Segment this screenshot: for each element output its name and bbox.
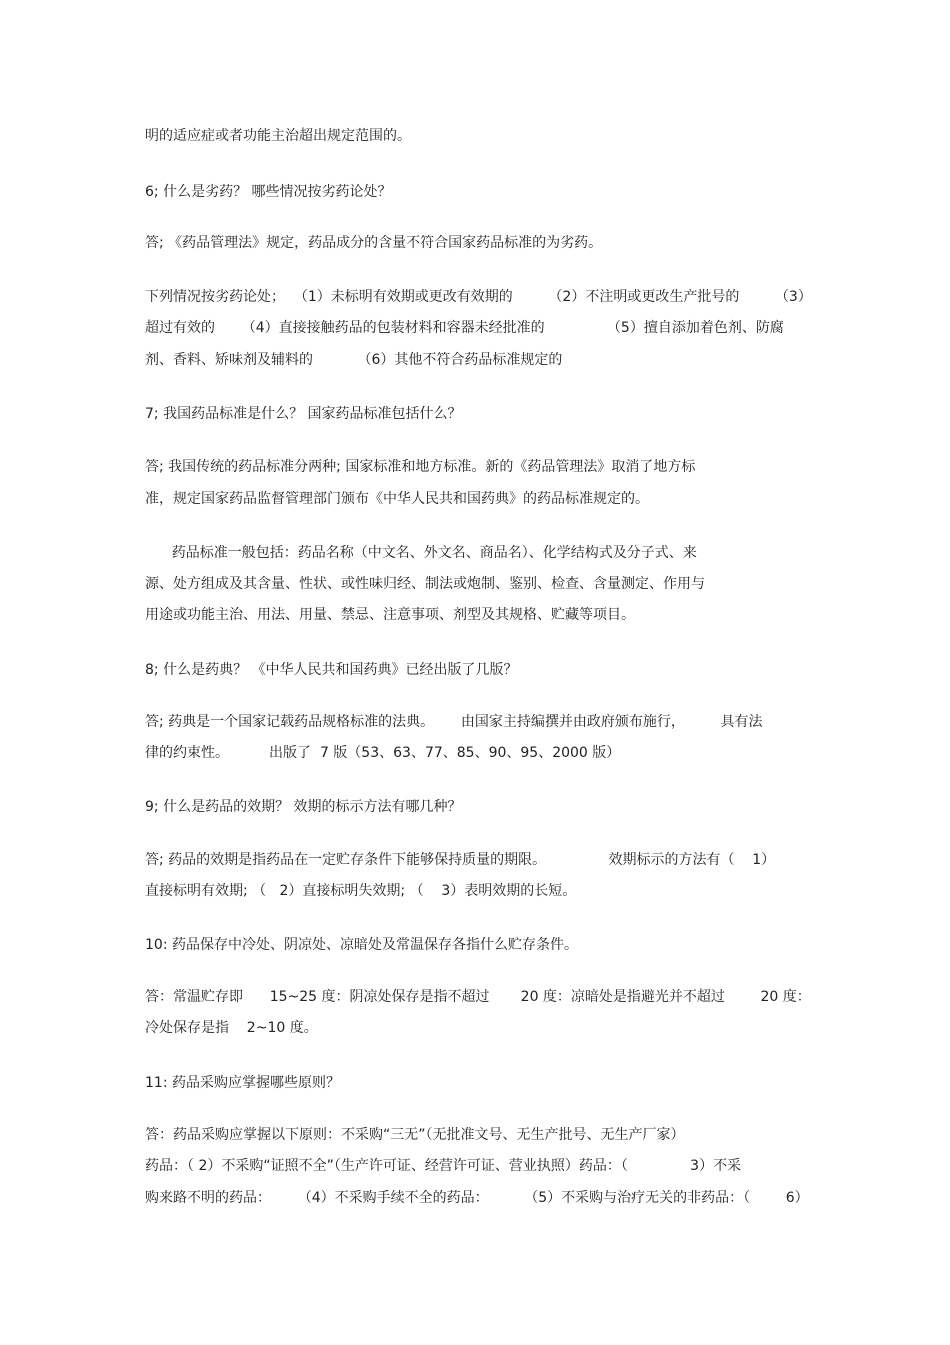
text-line: 药品标准一般包括：药品名称（中文名、外文名、商品名）、化学结构式及分子式、来 [145,545,697,561]
answer-line: 答：药品采购应掌握以下原则：不采购“三无”（无批准文号、无生产批号、无生产厂家） [145,1127,685,1143]
text-line: 超过有效的 （4）直接接触药品的包装材料和容器未经批准的 （5）擅自添加着色剂、防腐 [145,320,784,336]
text-line: 直接标明有效期; （ 2）直接标明失效期; （ 3）表明效期的长短。 [145,883,577,899]
answer-line: 答：常温贮存即 15~25 度：阴凉处保存是指不超过 20 度：凉暗处是指避光并不超过 20 度： [145,989,811,1005]
text-line: 购来路不明的药品： （4）不采购手续不全的药品： （5）不采购与治疗无关的非药品：（ 6） [145,1190,809,1206]
text-line: 下列情况按劣药论处； （1）未标明有效期或更改有效期的 （2）不注明或更改生产批号的 （3） [145,289,812,305]
text-line: 明的适应症或者功能主治超出规定范围的。 [145,128,411,144]
question-heading: 10: 药品保存中冷处、阴凉处、凉暗处及常温保存各指什么贮存条件。 [145,937,578,953]
question-heading: 11: 药品采购应掌握哪些原则？ [145,1075,340,1091]
text-line: 剂、香料、矫味剂及辅料的 （6）其他不符合药品标准规定的 [145,352,563,368]
text-line: 冷处保存是指 2~10 度。 [145,1020,318,1036]
question-heading: 8; 什么是药典？ 《中华人民共和国药典》已经出版了几版？ [145,662,518,678]
answer-line: 答; 我国传统的药品标准分两种; 国家标准和地方标准。新的《药品管理法》取消了地方标 [145,459,696,475]
text-line: 用途或功能主治、用法、用量、禁忌、注意事项、剂型及其规格、贮藏等项目。 [145,607,635,623]
text-line: 准，规定国家药品监督管理部门颁布《中华人民共和国药典》的药品标准规定的。 [145,491,649,507]
question-heading: 6; 什么是劣药？ 哪些情况按劣药论处？ [145,184,392,200]
answer-line: 答; 药典是一个国家记载药品规格标准的法典。 由国家主持编撰并由政府颁布施行， 具有法 [145,714,763,730]
text-line: 律的约束性。 出版了 7 版（53、63、77、85、90、95、2000 版） [145,745,621,761]
answer-line: 答; 药品的效期是指药品在一定贮存条件下能够保持质量的期限。 效期标示的方法有（ 1） [145,852,776,868]
question-heading: 9; 什么是药品的效期？ 效期的标示方法有哪几种？ [145,799,462,815]
answer-line: 答; 《药品管理法》规定，药品成分的含量不符合国家药品标准的为劣药。 [145,235,603,251]
text-line: 源、处方组成及其含量、性状、或性味归经、制法或炮制、鉴别、检查、含量测定、作用与 [145,576,705,592]
text-line: 药品：（ 2）不采购“证照不全”（生产许可证、经营许可证、营业执照）药品：（ 3）不采 [145,1158,742,1174]
question-heading: 7; 我国药品标准是什么？ 国家药品标准包括什么？ [145,406,462,422]
